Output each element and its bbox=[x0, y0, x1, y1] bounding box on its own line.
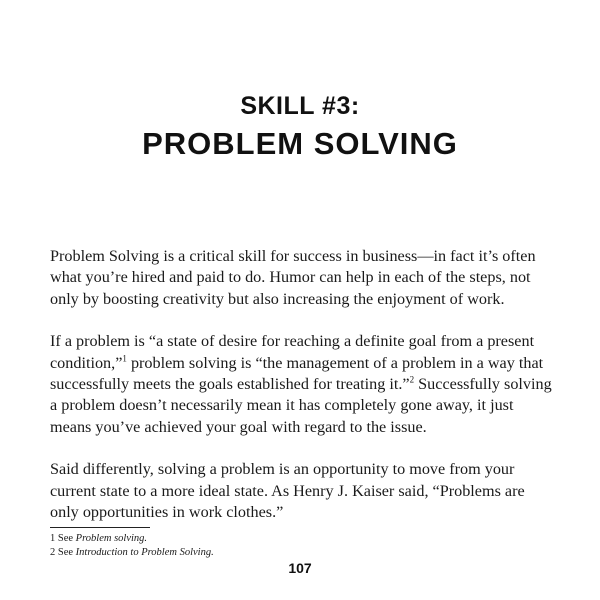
footnote-prefix: See bbox=[57, 533, 76, 544]
footnotes bbox=[50, 532, 450, 560]
page-number: 107 bbox=[288, 560, 312, 576]
footnote-number: 1 bbox=[50, 533, 56, 544]
paragraph-2-part-1: If a problem is “a state of desire for reaching a definite goal from a present condition,” bbox=[50, 332, 535, 372]
footnote-divider bbox=[50, 527, 150, 528]
paragraph-2 bbox=[50, 331, 555, 437]
footnote-prefix: See bbox=[57, 547, 76, 558]
footnote-1 bbox=[50, 532, 450, 546]
chapter-title: PROBLEM SOLVING bbox=[142, 126, 458, 161]
footnote-title: Problem solving. bbox=[75, 533, 148, 544]
footnote-ref-2: 2 bbox=[409, 374, 415, 385]
skill-label: SKILL #3: bbox=[240, 92, 360, 120]
paragraph-2-part-3: Successfully solving a problem doesn’t necessarily mean it has completely gone away, it just means you’ve achieved your goal with regard to the issue. bbox=[50, 374, 552, 436]
paragraph-1: Problem Solving is a critical skill for success in business—in fact it’s often what you’re hired and paid to do. Humor can help in each of the steps, not only by boosting creativity but also increasing the enjoyment of work. bbox=[50, 247, 536, 308]
paragraph-3: Said differently, solving a problem is an opportunity to move from your current state to a more ideal state. As Henry J. Kaiser said, “Problems are only opportunities in work clothes.” bbox=[50, 460, 525, 521]
footnote-title: Introduction to Problem Solving. bbox=[75, 547, 214, 558]
footnote-number: 2 bbox=[50, 547, 56, 558]
body-text bbox=[50, 246, 555, 523]
footnote-2 bbox=[50, 546, 450, 560]
paragraph-2-part-2: problem solving is “the management of a problem in a way that successfully meets the goals established for treating it.” bbox=[50, 353, 544, 393]
footnote-ref-1: 1 bbox=[122, 353, 127, 364]
